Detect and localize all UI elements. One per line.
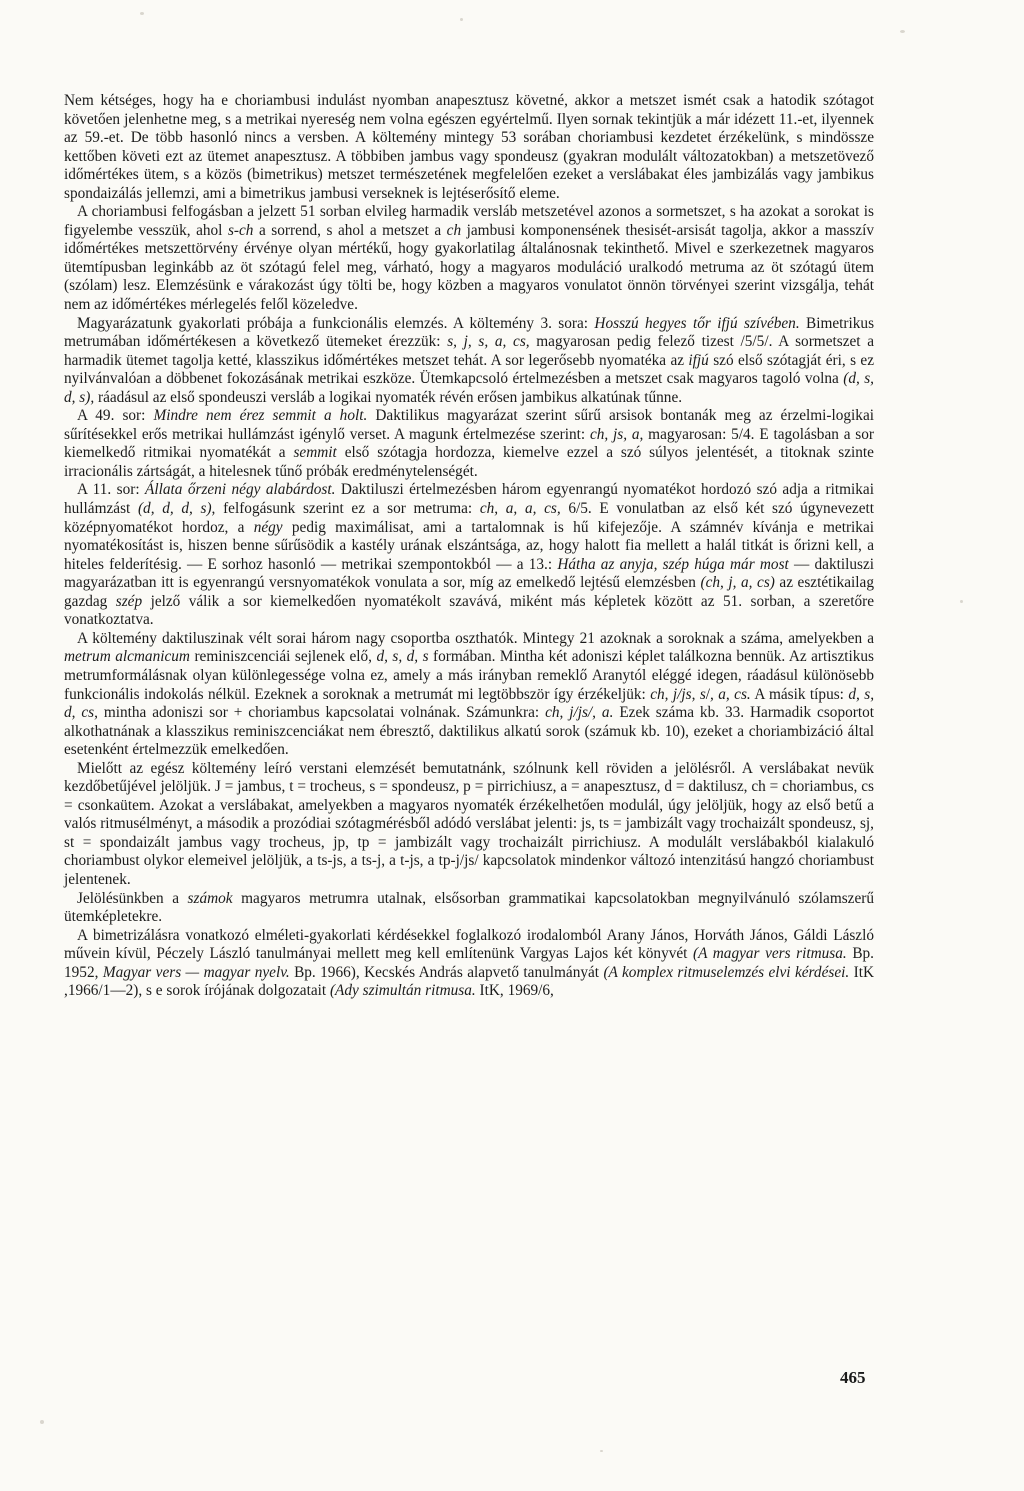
text-run: Daktiluszi értelmezésben három egyenrangú nyomatékot hordozó szó adja a ritmikai hullámzást [64, 481, 874, 518]
italic-text: (d, d, d, s), [137, 500, 216, 518]
article-body [64, 92, 874, 1001]
text-run: ráadásul az első spondeuszi versláb a logikai nyomaték révén erősen jambikus alkatúnak tűnne. [94, 388, 683, 406]
text-run: magyaros metrumra utalnak, elsősorban grammatikai kapcsolatokban megnyilvánuló szólamszerű ütemképletekre. [64, 889, 874, 926]
italic-text: ch, j/js/, a. [545, 704, 614, 722]
paragraph [64, 407, 874, 481]
text-run: A 49. sor: [77, 407, 154, 425]
text-run: / [705, 685, 711, 703]
text-run: jelző válik a sor kiemelkedően nyomatékolt szavává, miként más képletek között az 51. sorban, a szeretőre vonatkoztatva. [64, 592, 875, 629]
italic-text: (Ady szimultán ritmusa. [329, 982, 476, 1000]
text-run: Bp. 1966), Kecskés András alapvető tanulmányát [289, 963, 604, 981]
italic-text: , a, cs. [710, 685, 751, 703]
scan-speck [460, 18, 463, 21]
italic-text: d, s, d, s [376, 648, 429, 666]
paragraph [64, 760, 874, 890]
text-run: magyarosan pedig felező tizest /5/5/. A sormetszet a harmadik ütemet tagolja ketté, klasszikus időmértékes metszet tehát. A sor legerősebb nyomatéka az [64, 333, 874, 369]
paragraph [64, 92, 874, 203]
text-run: az esztétikailag gazdag [64, 574, 874, 610]
text-run: ItK ,1966/1—2), s e sorok írójának dolgozatait [64, 963, 874, 1000]
italic-text: s, j, s, a, cs, [447, 333, 530, 351]
scan-speck [40, 1420, 44, 1424]
text-run: mintha adoniszi sor + choriambus kapcsolatai volnának. Számunkra: [97, 704, 546, 722]
text-run: 6/5. E vonulatban az első két szó úgynevezett középnyomatékot hordoz, a [64, 500, 875, 536]
text-run: A choriambusi felfogásban a jelzett 51 sorban elvileg harmadik versláb metszetével azonos a sormetszet, s ha azokat a sorokat is figyelembe vesszük, ahol [64, 203, 874, 239]
italic-text: (A komplex ritmuselemzés elvi kérdései. [603, 963, 850, 981]
italic-text: Hosszú hegyes tőr ifjú szívében. [594, 314, 800, 332]
paragraph [64, 315, 874, 408]
text-run: Daktilikus magyarázat szerint sűrű arsisok bontanák meg az érzelmi-logikai sűrítésekkel erős metrikai hullámzást igénylő verset. A magunk értelmezése szerint: [64, 407, 875, 443]
paragraph [64, 630, 874, 760]
text-run: magyarosan: 5/4. E tagolásban a sor kiemelkedő ritmikai nyomatékát a [64, 425, 874, 462]
text-run: formában. Mintha két adoniszi képlet találkozna bennük. Az artisztikus metrumformálásnak olyan különlegessége volna ez, amely a más irányban remeklő Aranytól eléggé idegen, ráadásul különösebb funkcionális indokolás nélkül. Ezeknek a soroknak a metrumát mi legtöbbször így érzékeljük: [64, 648, 875, 703]
scan-speck [600, 1450, 603, 1452]
italic-text: (A magyar vers ritmusa. [693, 945, 847, 963]
text-run: Nem kétséges, hogy ha e choriambusi indulást nyomban anapesztusz követné, akkor a metszet ismét csak a hatodik szótagot követően jelenhetne meg, s a metrikai nyereség nem volna egészen egyértelmű. Ilyen sornak tekintjük a már idézett 11.-et, ilyennek az 59.-et. De több hasonló nincs a versben. A költemény mintegy 53 sorában choriambusi kezdetet érzékelünk, s mindössze kettőben követi ezt az ütemet anapesztusz. A többiben jambus vagy spondeusz (gyakran modulált változatokban) a metszetövező időmértékes ütem, s a közös (bimetrikus) metszet természetének megfelelően ezeket a verslábakat éles jambizálás vagy jambikus spondaizálás jellemzi, ami a bimetrikus jambusi verseknek is lejtéserősítő eleme. [64, 92, 874, 202]
text-run: ItK, 1969/6, [475, 982, 554, 1000]
italic-text: szép [115, 592, 143, 610]
text-run: A bimetrizálásra vonatkozó elméleti-gyakorlati kérdésekkel foglalkozó irodalomból Arany János, Horváth János, Gáldi László művein kívül, Péczely László tanulmányai mellett meg kell említenünk Vargyas Lajos két könyvét [64, 926, 874, 963]
italic-text: ch, js, a, [589, 425, 644, 443]
italic-text: Hátha az anyja, szép húga már most [557, 555, 789, 573]
italic-text: négy [253, 518, 283, 536]
italic-text: Magyar vers — magyar nyelv. [102, 963, 290, 981]
text-run: — daktiluszi magyarázatban itt is egyenrangú versnyomatékok vonulata a sor, míg az emelkedő lejtésű elemzésben [64, 555, 874, 592]
paragraph [64, 890, 874, 927]
text-run: Mielőtt az egész költemény leíró verstani elemzését bemutatnánk, szólnunk kell röviden a jelölésről. A verslábakat nevük kezdőbetűjével jelöljük. J = jambus, t = trocheus, s = spondeusz, p = pirrichiusz, a = anapesztusz, d = daktilusz, ch = choriambus, cs = csonkaütem. Azokat a verslábakat, amelyekben a magyaros nyomaték érzékelhetően modulál, úgy jelöljük, hogy az első betű a valós ritmusélményt, a második a prozódiai szótagmérésből adódó verslábat jelenti: js, ts = jambizált vagy trochaizált spondeusz, sj, st = spondaizált jambus vagy trocheus, jp, tp = jambizált vagy trochaizált pirrichiusz. A modulált verslábakból kialakuló choriambust olykor elemeivel jelöljük, a ts-js, a ts-j, a t-js, a tp-j/js/ kapcsolatok mindenkor változó intenzitású hangzó choriambust jelentenek. [64, 759, 874, 888]
italic-text: d, s, d, cs, [64, 685, 875, 722]
text-run: Bp. 1952, [64, 945, 874, 981]
text-run: A költemény daktiluszinak vélt sorai három nagy csoportba oszthatók. Mintegy 21 azoknak a soroknak a száma, amelyekben a [77, 629, 874, 647]
text-run: jambusi komponensének thesisét-arsisát tagolja, akkor a masszív időmértékes metszettörvény érvénye olyan mértékű, hogy gyakorlatilag általánosnak tekinthető. Mivel e szerkezetnek magyaros ütemtípusban leginkább az öt szótagú felel meg, várható, hogy a magyaros moduláció uralkodó metruma az öt szótagú ütem (szólam) lesz. Elemzésünk e várakozást úgy tölti be, hogy közben a magyaros vonulatot önnön törvényei szerint vizsgálja, tehát nem az időmértékes mérlegelés felől közeledve. [64, 221, 874, 314]
text-run: A másik típus: [750, 685, 849, 703]
italic-text: s-ch [227, 221, 254, 239]
text-run: reminiszcenciái sejlenek elő, [189, 648, 377, 666]
page-number: 465 [840, 1368, 866, 1387]
italic-text: semmit [293, 444, 337, 462]
italic-text: számok [187, 889, 233, 907]
text-run: Jelölésünkben a [77, 889, 188, 907]
text-run: A 11. sor: [77, 481, 146, 499]
scan-speck [140, 12, 144, 15]
italic-text: Mindre nem érez semmit a holt. [153, 407, 368, 425]
text-run: a sorrend, s ahol a metszet a [253, 221, 447, 239]
italic-text: metrum alcmanicum [64, 648, 190, 666]
scan-speck [960, 600, 963, 603]
italic-text: Állata őrzeni négy alabárdost. [145, 481, 336, 499]
text-run: szó első szótagját éri, s ez nyilvánvalóan a döbbenet fokozásának metrikai eszköze. Ütemkapcsoló értelmezésben a metszet csak magyaros tagoló volna [64, 351, 874, 388]
italic-text: ch, a, a, cs, [479, 500, 561, 518]
text-run: felfogásunk szerint ez a sor metruma: [215, 500, 480, 518]
italic-text: ch, j/js, s [650, 685, 706, 703]
italic-text: ifjú [688, 351, 709, 369]
scan-speck [900, 30, 905, 33]
italic-text: (ch, j, a, cs) [700, 574, 775, 592]
text-run: első szótagja hordozza, kiemelve ezzel a szó súlyos jelentését, a titoknak szinte irracionális zártságát, a hitelesnek tűnő próbák eredménytelenségét. [64, 444, 874, 480]
italic-text: (d, s, d, s), [64, 370, 874, 406]
text-run: Bimetrikus metrumában időmértékesen a következő ütemeket érezzük: [64, 314, 875, 351]
text-run: Magyarázatunk gyakorlati próbája a funkcionális elemzés. A költemény 3. sora: [77, 314, 595, 332]
paragraph [64, 481, 874, 629]
paragraph [64, 203, 874, 314]
text-run: Ezek száma kb. 33. Harmadik csoportot alkothatnának a klasszikus reminiszcenciákat nem ébresztő, daktilikus alkatú sorok (számuk kb. 10), ezeket a choriambizáció által esetenként értelmezzük emelkedően. [64, 704, 874, 759]
text-run: pedig maximálisat, ami a tartalomnak is hű kifejezője. A számnév kívánja e metrikai nyomatékosítást is, hiszen benne sűrűsödik a kastély urának elszántsága, az, hogy halott fia mellett a halál titkát is őrizni kell, a hiteles felderítésig. — E sorhoz hasonló — metrikai szempontokból — a 13.: [64, 518, 874, 573]
paragraph [64, 927, 874, 1001]
italic-text: ch [446, 221, 462, 239]
